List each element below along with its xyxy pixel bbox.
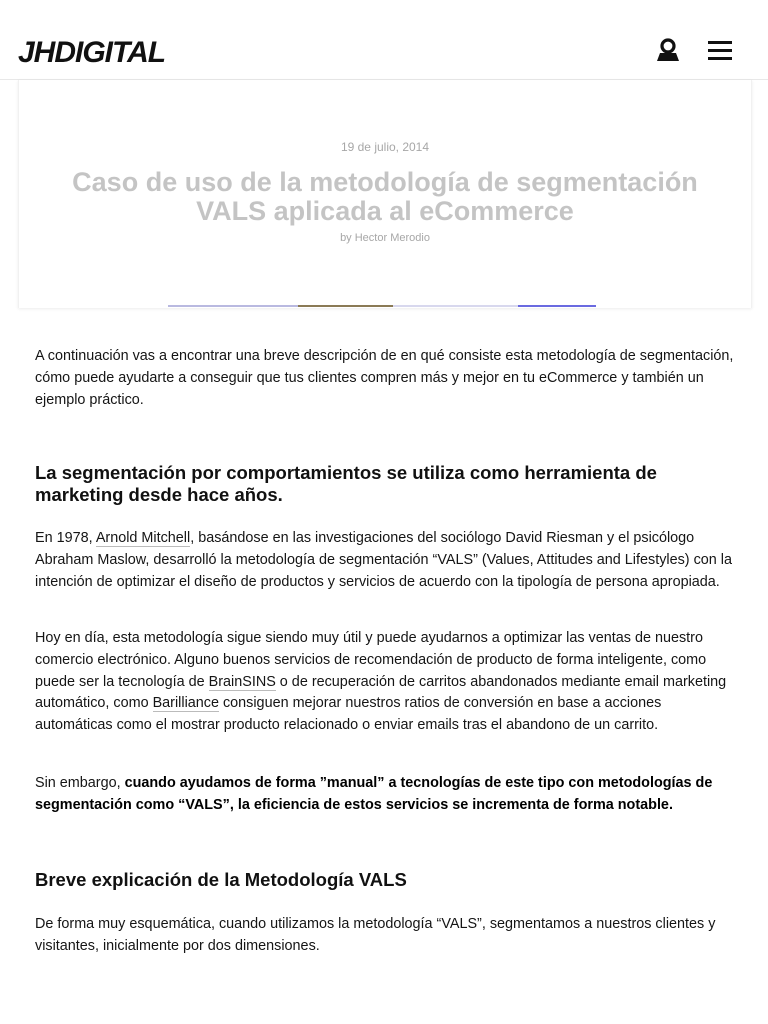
post-hero (18, 80, 752, 308)
section-heading-segmentacion: La segmentación por comportamientos se utiliza como herramienta de marketing desde hace años. (35, 462, 657, 505)
text-span: Hoy en día, esta metodología sigue siendo muy útil y puede ayudarnos a optimizar las ventas de nuestro comercio electrónico. Alguno buenos servicios de recomendación de producto de forma inteligente, como puede ser la tecnología de (35, 630, 707, 690)
brainsins-link[interactable]: BrainSINS (208, 673, 276, 690)
post-title: Caso de uso de la metodología de segmentación VALS aplicada al eCommerce (72, 167, 698, 226)
hero-image-edge (0, 304, 768, 308)
text-span: consiguen mejorar nuestros ratios de conversión en base a acciones automáticas como el mostrar producto relacionado o enviar emails tras el abandono de un carrito. (35, 695, 662, 734)
text-span: En 1978, (35, 530, 96, 546)
paragraph-hoy-en-dia (35, 628, 740, 737)
site-logo[interactable] (18, 30, 194, 70)
arnold-mitchell-link[interactable]: Arnold Mitchell (95, 530, 191, 546)
site-header (0, 0, 768, 80)
post-date: 19 de julio, 2014 (340, 140, 430, 154)
logo-text: JHDIGITAL (18, 36, 166, 69)
bold-text: cuando ayudamos de forma ”manual” a tecnologías de este tipo con metodologías de segmentación como “VALS”, la eficiencia de estos servicios se incrementa de forma notable. (35, 775, 713, 813)
text-span: , basándose en las investigaciones del sociólogo David Riesman y el psicólogo Abraham Maslow, desarrolló la metodología de segmentación “VALS” (Values, Attitudes and Lifestyles) con la intención de optimizar el diseño de productos y servicios de acuerdo con la tipología de persona apropiada. (35, 530, 732, 590)
paragraph-1978 (35, 528, 740, 593)
post-author: by Hector Merodio (340, 232, 430, 244)
paragraph-esquematica: De forma muy esquemática, cuando utilizamos la metodología “VALS”, segmentamos a nuestros clientes y visitantes, inicialmente por dos dimensiones. (35, 916, 716, 954)
section-heading-breve-explicacion: Breve explicación de la Metodología VALS (35, 869, 407, 890)
barilliance-link[interactable]: Barilliance (152, 695, 219, 712)
intro-paragraph: A continuación vas a encontrar una breve descripción de en qué consiste esta metodología de segmentación, cómo puede ayudarte a conseguir que tus clientes compren más y mejor en tu eCommerce y también un ejemplo práctico. (35, 348, 734, 408)
text-span: o de recuperación de carritos abandonados mediante email marketing automático, como (35, 673, 727, 712)
user-icon[interactable] (654, 38, 682, 62)
hamburger-menu-icon[interactable] (706, 38, 734, 62)
text-span: Sin embargo, (35, 775, 125, 791)
paragraph-sin-embargo (35, 773, 740, 817)
